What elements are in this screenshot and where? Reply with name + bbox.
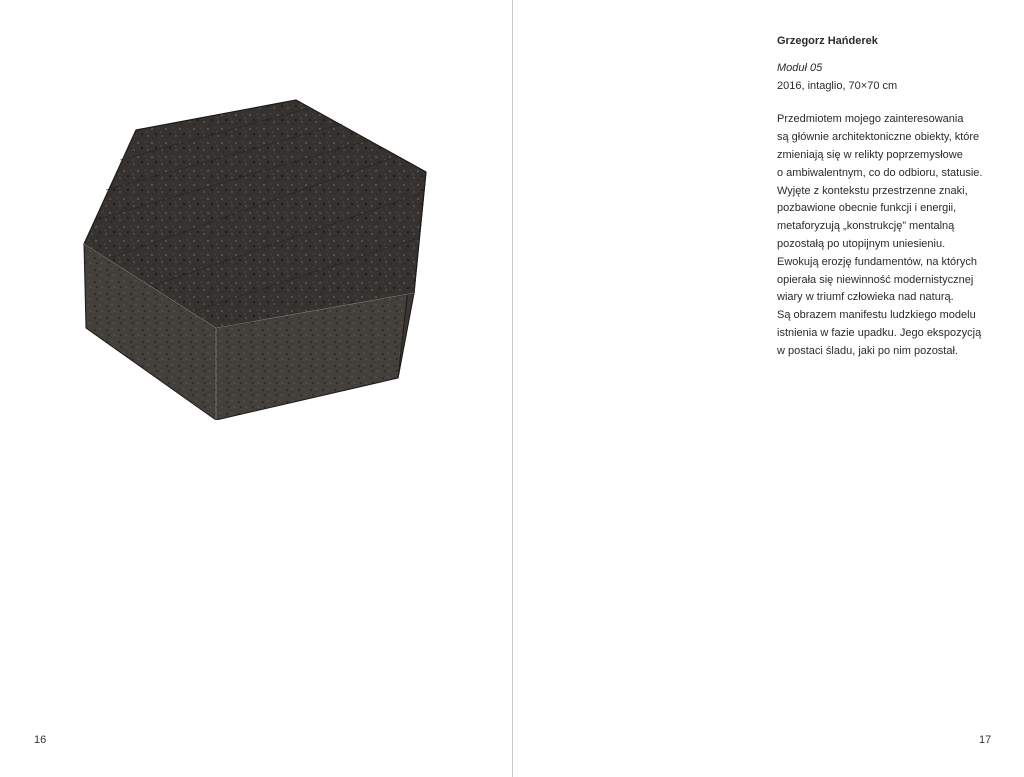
statement-line: o ambiwalentnym, co do odbioru, statusie. — [777, 166, 983, 179]
statement-line: pozostałą po utopijnym uniesieniu. — [777, 237, 946, 250]
caption-column — [777, 33, 1002, 361]
statement-line: Są obrazem manifestu ludzkiego modelu — [777, 309, 976, 322]
statement-line: wiary w triumf człowieka nad naturą. — [777, 291, 954, 304]
statement-line: metaforyzują „konstrukcję” mentalną — [777, 220, 955, 233]
statement-line: w postaci śladu, jaki po nim pozostał. — [777, 344, 958, 357]
statement-line: opierała się niewinność modernistycznej — [777, 273, 974, 286]
artist-name: Grzegorz Hańderek — [777, 35, 878, 47]
statement-line: pozbawione obecnie funkcji i energii, — [777, 202, 957, 215]
artwork-meta: 2016, intaglio, 70×70 cm — [777, 79, 898, 92]
statement-line: są głównie architektoniczne obiekty, które — [777, 131, 980, 144]
page-number-left: 16 — [34, 734, 47, 746]
statement-line: zmieniają się w relikty poprzemysłowe — [777, 148, 963, 161]
statement-line: istnienia w fazie upadku. Jego ekspozycją — [777, 326, 982, 339]
statement-line: Wyjęte z kontekstu przestrzenne znaki, — [777, 184, 968, 197]
page-number-right: 17 — [979, 734, 992, 746]
artwork-title: Moduł 05 — [777, 61, 823, 74]
statement-line: Ewokują erozję fundamentów, na których — [777, 255, 977, 268]
artist-statement — [777, 111, 1002, 360]
statement-line: Przedmiotem mojego zainteresowania — [777, 113, 964, 126]
artwork-hexagonal-block — [80, 98, 430, 420]
right-page — [513, 0, 1024, 777]
